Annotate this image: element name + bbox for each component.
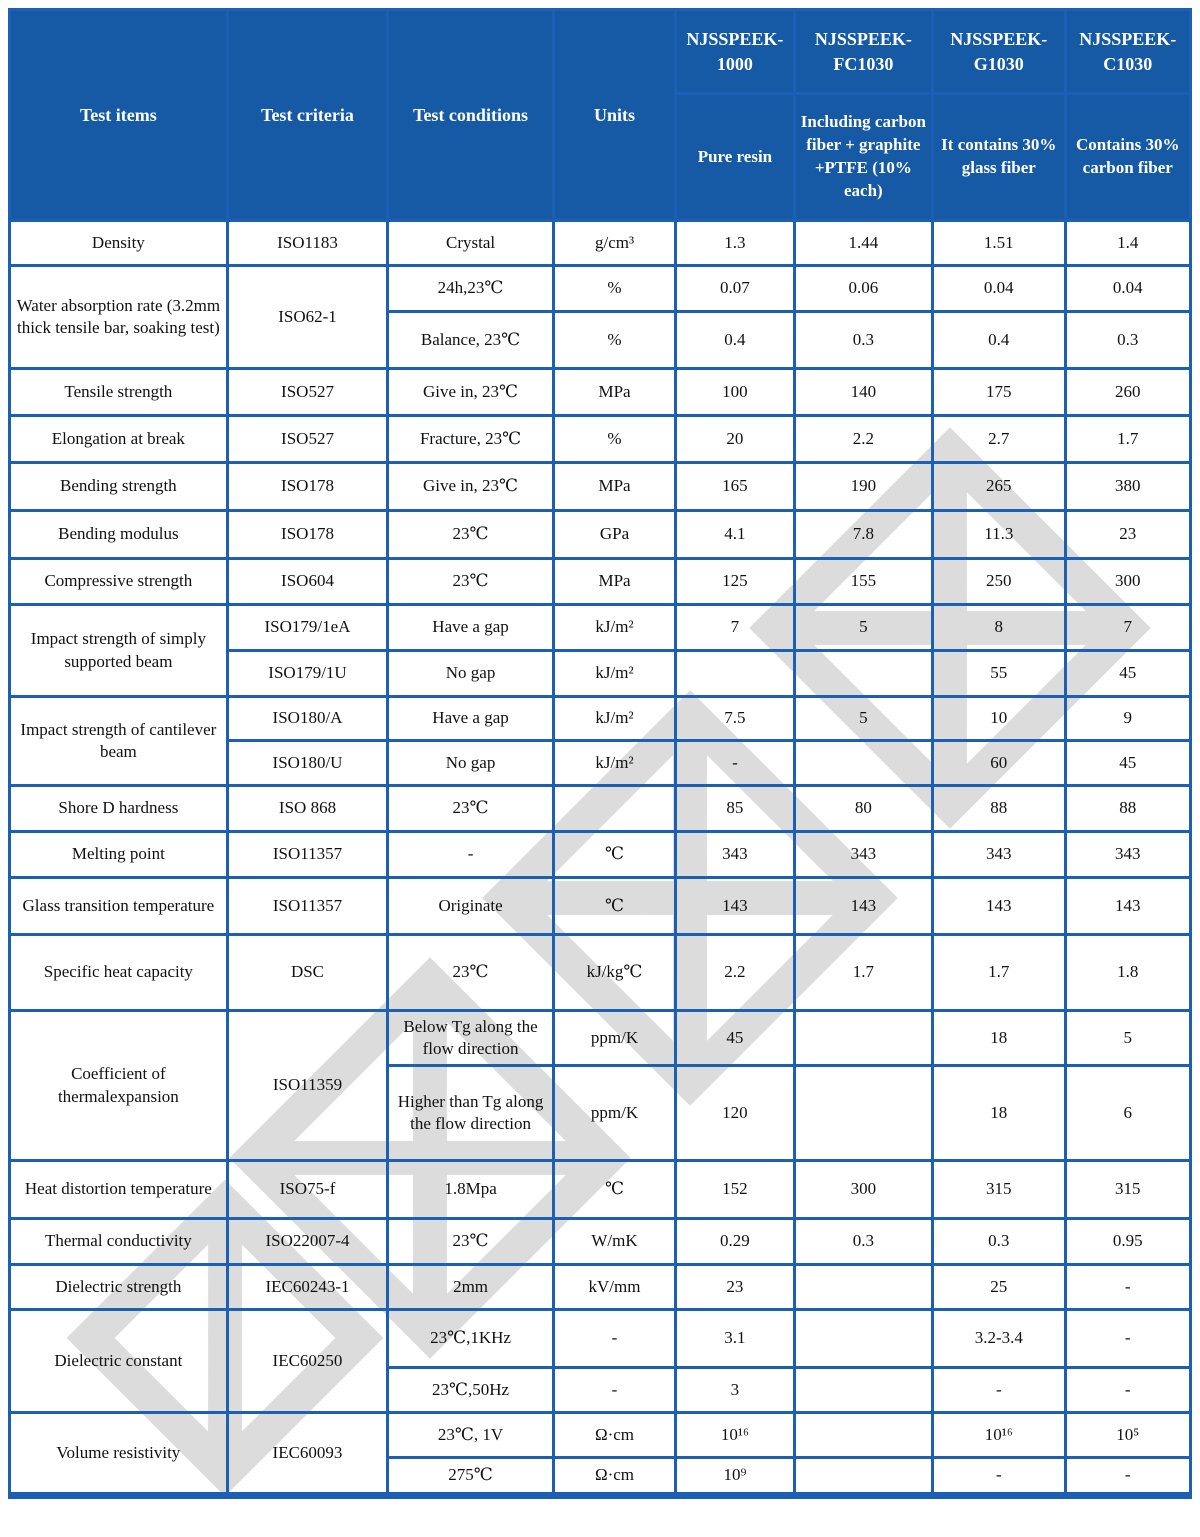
cell-value: 10⁹ xyxy=(676,1458,794,1496)
cell-test-criteria: ISO75-f xyxy=(227,1161,388,1219)
cell-value: 343 xyxy=(933,832,1065,878)
cell-test-criteria: ISO604 xyxy=(227,559,388,605)
table-row xyxy=(10,1011,1191,1066)
table-row xyxy=(10,1265,1191,1310)
cell-test-criteria: ISO11357 xyxy=(227,878,388,935)
cell-value: - xyxy=(676,741,794,786)
cell-test-item: Water absorption rate (3.2mm thick tensile bar, soaking test) xyxy=(10,266,228,369)
table-row xyxy=(10,1161,1191,1219)
cell-value: 80 xyxy=(794,786,932,832)
cell-test-criteria: ISO 868 xyxy=(227,786,388,832)
table-row xyxy=(10,511,1191,559)
cell-value: 55 xyxy=(933,651,1065,697)
cell-test-condition: 24h,23℃ xyxy=(388,266,554,312)
cell-value xyxy=(794,1265,932,1310)
cell-value: 300 xyxy=(1065,559,1190,605)
cell-test-condition: 1.8Mpa xyxy=(388,1161,554,1219)
cell-test-condition: Have a gap xyxy=(388,697,554,741)
table-row xyxy=(10,935,1191,1011)
table-row xyxy=(10,1310,1191,1368)
cell-test-condition: 23℃ xyxy=(388,559,554,605)
cell-value: 380 xyxy=(1065,463,1190,511)
cell-value: 25 xyxy=(933,1265,1065,1310)
cell-test-item: Dielectric strength xyxy=(10,1265,228,1310)
cell-test-condition: Have a gap xyxy=(388,605,554,651)
table-row xyxy=(10,832,1191,878)
table-row xyxy=(10,369,1191,416)
cell-test-item: Heat distortion temperature xyxy=(10,1161,228,1219)
cell-test-item: Impact strength of simply supported beam xyxy=(10,605,228,697)
cell-value: 88 xyxy=(1065,786,1190,832)
cell-test-criteria: ISO527 xyxy=(227,416,388,463)
cell-test-item: Melting point xyxy=(10,832,228,878)
cell-value: 0.29 xyxy=(676,1219,794,1265)
cell-unit: kJ/m² xyxy=(553,697,675,741)
cell-value: 88 xyxy=(933,786,1065,832)
cell-value: 10⁵ xyxy=(1065,1413,1190,1458)
cell-test-criteria: ISO62-1 xyxy=(227,266,388,369)
cell-value: 3.1 xyxy=(676,1310,794,1368)
cell-test-condition: 23℃ xyxy=(388,935,554,1011)
cell-value: 3.2-3.4 xyxy=(933,1310,1065,1368)
cell-value: 6 xyxy=(1065,1066,1190,1161)
cell-value: 0.3 xyxy=(794,1219,932,1265)
cell-test-criteria: ISO22007-4 xyxy=(227,1219,388,1265)
cell-value xyxy=(794,1413,932,1458)
cell-unit: ppm/K xyxy=(553,1011,675,1066)
cell-value: 23 xyxy=(1065,511,1190,559)
cell-value: 0.3 xyxy=(794,312,932,369)
cell-value: 1.7 xyxy=(1065,416,1190,463)
cell-value: 0.4 xyxy=(676,312,794,369)
cell-unit: kJ/m² xyxy=(553,741,675,786)
cell-value: 7 xyxy=(676,605,794,651)
cell-value: 45 xyxy=(1065,741,1190,786)
cell-unit: ℃ xyxy=(553,878,675,935)
cell-unit: - xyxy=(553,1368,675,1413)
header-row-top xyxy=(10,10,1191,94)
cell-value: 45 xyxy=(1065,651,1190,697)
cell-value: 1.4 xyxy=(1065,221,1190,266)
cell-test-criteria: ISO178 xyxy=(227,463,388,511)
cell-value: 0.95 xyxy=(1065,1219,1190,1265)
cell-value xyxy=(794,741,932,786)
cell-test-criteria: ISO178 xyxy=(227,511,388,559)
cell-value: 190 xyxy=(794,463,932,511)
cell-test-criteria: ISO11357 xyxy=(227,832,388,878)
cell-test-criteria: ISO179/1U xyxy=(227,651,388,697)
table-row xyxy=(10,463,1191,511)
cell-unit: % xyxy=(553,266,675,312)
cell-value: 9 xyxy=(1065,697,1190,741)
cell-unit: W/mK xyxy=(553,1219,675,1265)
cell-test-item: Dielectric constant xyxy=(10,1310,228,1413)
cell-value: 45 xyxy=(676,1011,794,1066)
cell-value: 8 xyxy=(933,605,1065,651)
cell-value: 1.8 xyxy=(1065,935,1190,1011)
cell-test-condition: - xyxy=(388,832,554,878)
cell-value: 3 xyxy=(676,1368,794,1413)
cell-test-condition: 23℃ xyxy=(388,1219,554,1265)
cell-value: 125 xyxy=(676,559,794,605)
cell-test-item: Tensile strength xyxy=(10,369,228,416)
cell-test-condition: Balance, 23℃ xyxy=(388,312,554,369)
table-row xyxy=(10,786,1191,832)
cell-unit: MPa xyxy=(553,559,675,605)
cell-test-condition: Fracture, 23℃ xyxy=(388,416,554,463)
cell-unit xyxy=(553,786,675,832)
cell-test-condition: 23℃,1KHz xyxy=(388,1310,554,1368)
cell-test-criteria: ISO179/1eA xyxy=(227,605,388,651)
table-row xyxy=(10,416,1191,463)
product-description: Pure resin xyxy=(676,94,794,221)
cell-unit: g/cm³ xyxy=(553,221,675,266)
page xyxy=(0,8,1200,1537)
cell-unit: kJ/kg℃ xyxy=(553,935,675,1011)
cell-test-condition: Originate xyxy=(388,878,554,935)
cell-value: 315 xyxy=(1065,1161,1190,1219)
cell-test-criteria: ISO11359 xyxy=(227,1011,388,1161)
cell-value: 143 xyxy=(676,878,794,935)
cell-unit: - xyxy=(553,1310,675,1368)
cell-test-item: Density xyxy=(10,221,228,266)
cell-unit: MPa xyxy=(553,369,675,416)
cell-value: 5 xyxy=(794,697,932,741)
cell-value: 85 xyxy=(676,786,794,832)
cell-value: 300 xyxy=(794,1161,932,1219)
cell-value: 143 xyxy=(1065,878,1190,935)
cell-value: 0.07 xyxy=(676,266,794,312)
cell-test-condition: No gap xyxy=(388,651,554,697)
spec-table xyxy=(8,8,1192,1499)
cell-test-item: Coefficient of thermalexpansion xyxy=(10,1011,228,1161)
cell-test-condition: 23℃, 1V xyxy=(388,1413,554,1458)
cell-value: 1.51 xyxy=(933,221,1065,266)
cell-value xyxy=(794,1310,932,1368)
cell-value: 60 xyxy=(933,741,1065,786)
cell-unit: ℃ xyxy=(553,1161,675,1219)
cell-value: 260 xyxy=(1065,369,1190,416)
col-header-units: Units xyxy=(553,10,675,221)
cell-value: 7.5 xyxy=(676,697,794,741)
cell-value: 5 xyxy=(1065,1011,1190,1066)
cell-test-item: Bending modulus xyxy=(10,511,228,559)
cell-value: 0.06 xyxy=(794,266,932,312)
cell-value xyxy=(794,1066,932,1161)
cell-test-condition: Give in, 23℃ xyxy=(388,463,554,511)
cell-unit: % xyxy=(553,312,675,369)
cell-value: 143 xyxy=(933,878,1065,935)
cell-value: 0.4 xyxy=(933,312,1065,369)
cell-value: - xyxy=(933,1458,1065,1496)
cell-value: 18 xyxy=(933,1066,1065,1161)
table-row xyxy=(10,697,1191,741)
cell-value: 265 xyxy=(933,463,1065,511)
cell-value: 4.1 xyxy=(676,511,794,559)
cell-test-item: Thermal conductivity xyxy=(10,1219,228,1265)
cell-test-criteria: IEC60093 xyxy=(227,1413,388,1496)
cell-value xyxy=(794,1458,932,1496)
cell-test-condition: Below Tg along the flow direction xyxy=(388,1011,554,1066)
cell-unit: Ω·cm xyxy=(553,1458,675,1496)
table-row xyxy=(10,1413,1191,1458)
cell-test-condition: 275℃ xyxy=(388,1458,554,1496)
cell-test-item: Specific heat capacity xyxy=(10,935,228,1011)
product-description: It contains 30% glass fiber xyxy=(933,94,1065,221)
cell-test-item: Volume resistivity xyxy=(10,1413,228,1496)
cell-value xyxy=(794,1368,932,1413)
cell-test-criteria: DSC xyxy=(227,935,388,1011)
cell-value: 140 xyxy=(794,369,932,416)
product-name: NJSSPEEK-1000 xyxy=(676,10,794,94)
cell-unit: ppm/K xyxy=(553,1066,675,1161)
cell-value: 1.7 xyxy=(933,935,1065,1011)
cell-test-item: Compressive strength xyxy=(10,559,228,605)
product-name: NJSSPEEK-G1030 xyxy=(933,10,1065,94)
cell-value: 23 xyxy=(676,1265,794,1310)
cell-value: - xyxy=(933,1368,1065,1413)
cell-unit: ℃ xyxy=(553,832,675,878)
product-name: NJSSPEEK-C1030 xyxy=(1065,10,1190,94)
cell-unit: Ω·cm xyxy=(553,1413,675,1458)
cell-test-criteria: IEC60243-1 xyxy=(227,1265,388,1310)
cell-value: 0.04 xyxy=(933,266,1065,312)
cell-value: 0.3 xyxy=(933,1219,1065,1265)
col-header-test-criteria: Test criteria xyxy=(227,10,388,221)
cell-test-condition: 23℃,50Hz xyxy=(388,1368,554,1413)
cell-test-condition: Higher than Tg along the flow direction xyxy=(388,1066,554,1161)
table-row xyxy=(10,559,1191,605)
col-header-test-conditions: Test conditions xyxy=(388,10,554,221)
cell-value: 0.04 xyxy=(1065,266,1190,312)
cell-value: 1.3 xyxy=(676,221,794,266)
cell-test-item: Impact strength of cantilever beam xyxy=(10,697,228,786)
cell-value: 315 xyxy=(933,1161,1065,1219)
table-row xyxy=(10,605,1191,651)
cell-value: 1.7 xyxy=(794,935,932,1011)
cell-test-condition: 2mm xyxy=(388,1265,554,1310)
cell-value: - xyxy=(1065,1310,1190,1368)
cell-test-criteria: ISO180/U xyxy=(227,741,388,786)
cell-test-criteria: ISO180/A xyxy=(227,697,388,741)
cell-value: - xyxy=(1065,1265,1190,1310)
product-description: Contains 30% carbon fiber xyxy=(1065,94,1190,221)
cell-value: 18 xyxy=(933,1011,1065,1066)
cell-test-item: Bending strength xyxy=(10,463,228,511)
cell-value: 175 xyxy=(933,369,1065,416)
cell-value xyxy=(794,1011,932,1066)
cell-value: 250 xyxy=(933,559,1065,605)
product-description: Including carbon fiber + graphite +PTFE (10% each) xyxy=(794,94,932,221)
cell-value: 5 xyxy=(794,605,932,651)
cell-test-criteria: IEC60250 xyxy=(227,1310,388,1413)
cell-value: 10¹⁶ xyxy=(676,1413,794,1458)
cell-value: 143 xyxy=(794,878,932,935)
cell-test-item: Shore D hardness xyxy=(10,786,228,832)
cell-test-condition: 23℃ xyxy=(388,786,554,832)
cell-test-item: Elongation at break xyxy=(10,416,228,463)
product-name: NJSSPEEK-FC1030 xyxy=(794,10,932,94)
cell-test-criteria: ISO527 xyxy=(227,369,388,416)
cell-value: 7 xyxy=(1065,605,1190,651)
cell-test-criteria: ISO1183 xyxy=(227,221,388,266)
table-row xyxy=(10,878,1191,935)
cell-value: 2.7 xyxy=(933,416,1065,463)
cell-test-item: Glass transition temperature xyxy=(10,878,228,935)
cell-value: - xyxy=(1065,1458,1190,1496)
cell-value xyxy=(676,651,794,697)
cell-test-condition: Give in, 23℃ xyxy=(388,369,554,416)
cell-unit: MPa xyxy=(553,463,675,511)
cell-value: 165 xyxy=(676,463,794,511)
cell-value: 2.2 xyxy=(676,935,794,1011)
cell-value: - xyxy=(1065,1368,1190,1413)
cell-unit: kV/mm xyxy=(553,1265,675,1310)
cell-value: 11.3 xyxy=(933,511,1065,559)
cell-unit: % xyxy=(553,416,675,463)
cell-value: 10¹⁶ xyxy=(933,1413,1065,1458)
cell-value: 7.8 xyxy=(794,511,932,559)
cell-value: 155 xyxy=(794,559,932,605)
cell-value: 152 xyxy=(676,1161,794,1219)
cell-unit: GPa xyxy=(553,511,675,559)
cell-test-condition: 23℃ xyxy=(388,511,554,559)
cell-unit: kJ/m² xyxy=(553,651,675,697)
cell-value xyxy=(794,651,932,697)
cell-value: 100 xyxy=(676,369,794,416)
cell-unit: kJ/m² xyxy=(553,605,675,651)
cell-value: 10 xyxy=(933,697,1065,741)
cell-value: 1.44 xyxy=(794,221,932,266)
cell-value: 343 xyxy=(1065,832,1190,878)
table-row xyxy=(10,1219,1191,1265)
cell-value: 0.3 xyxy=(1065,312,1190,369)
cell-value: 2.2 xyxy=(794,416,932,463)
cell-value: 343 xyxy=(794,832,932,878)
table-row xyxy=(10,221,1191,266)
cell-value: 343 xyxy=(676,832,794,878)
cell-value: 20 xyxy=(676,416,794,463)
cell-value: 120 xyxy=(676,1066,794,1161)
table-row xyxy=(10,266,1191,312)
col-header-test-items: Test items xyxy=(10,10,228,221)
cell-test-condition: Crystal xyxy=(388,221,554,266)
cell-test-condition: No gap xyxy=(388,741,554,786)
